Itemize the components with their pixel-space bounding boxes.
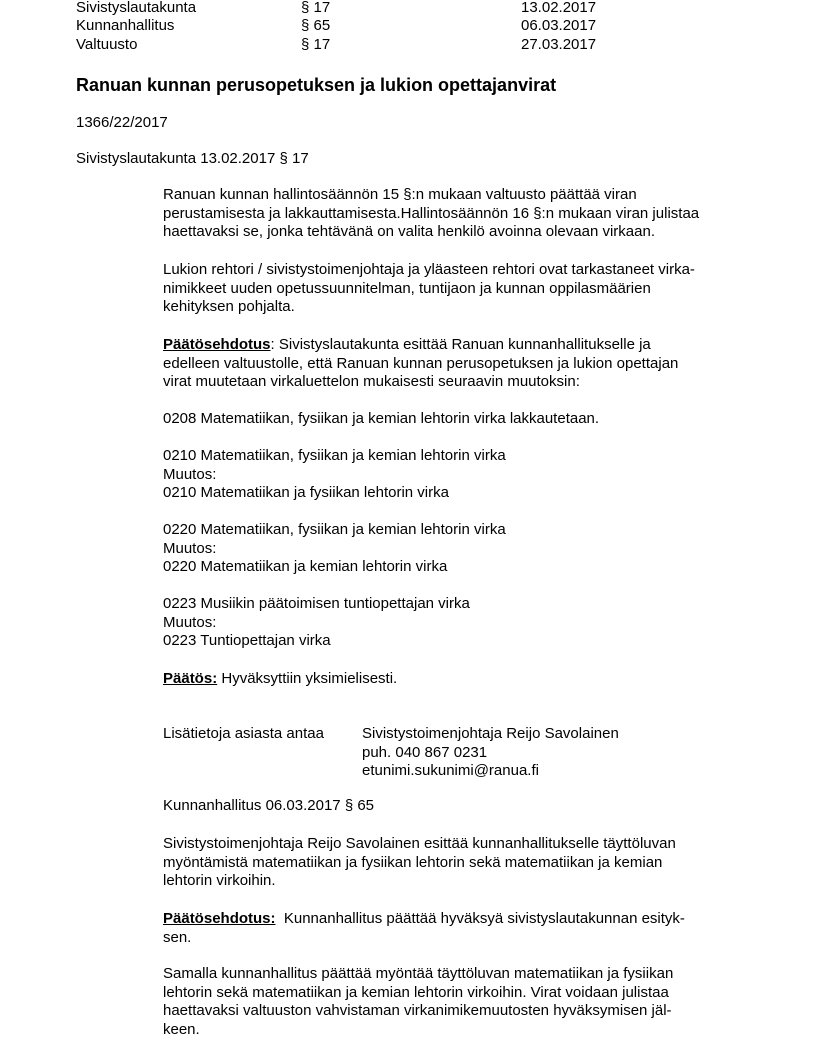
text-line: Ranuan kunnan hallintosäännön 15 §:n mukaan valtuusto päättää viran (163, 186, 637, 203)
text-line: myöntämistä matematiikan ja fysiikan lehtorin sekä matematiikan ja kemian (163, 853, 663, 871)
board-meeting-heading: Sivistyslautakunta 13.02.2017 § 17 (76, 150, 309, 167)
document-number: 1366/22/2017 (76, 114, 168, 131)
decision-label: Päätös: (163, 670, 218, 687)
change-0210 (163, 447, 763, 503)
contact-name: Sivistystoimenjohtaja Reijo Savolainen (362, 725, 619, 742)
text-line: Muutos: (163, 613, 217, 631)
change-0220 (163, 521, 763, 577)
text-line: haettavaksi valtuuston vahvistaman virkanimikemuutosten hyväksymisen jäl- (163, 1002, 672, 1019)
meeting-body: Sivistyslautakunta (76, 0, 197, 16)
paragraph-review (163, 261, 763, 317)
meeting-section: § 17 (301, 0, 331, 16)
proposal-text: Kunnanhallitus päättää hyväksyä sivistyslautakunnan esityk- (275, 910, 685, 927)
proposal-council (163, 910, 763, 947)
meeting-date: 06.03.2017 (521, 17, 597, 34)
text-line: kehityksen pohjalta. (163, 298, 295, 315)
text-line: nimikkeet uuden opetussuunnitelman, tuntijaon ja kunnan oppilasmäärien (163, 279, 651, 297)
decision (163, 670, 763, 689)
council-meeting-heading: Kunnanhallitus 06.03.2017 § 65 (163, 797, 375, 814)
text-line (163, 910, 763, 929)
proposal-text: : Sivistyslautakunta esittää Ranuan kunnanhallitukselle ja (270, 336, 651, 353)
text-line: 0223 Tuntiopettajan virka (163, 632, 331, 649)
meeting-date: 27.03.2017 (521, 36, 597, 53)
text-line (163, 670, 763, 689)
text-line: perustamisesta ja lakkauttamisesta.Hallintosäännön 16 §:n mukaan viran julistaa (163, 204, 700, 222)
contact-email: etunimi.sukunimi@ranua.fi (362, 762, 539, 779)
proposal-label: Päätösehdotus (163, 336, 271, 353)
text-line: 0223 Musiikin päätoimisen tuntiopettajan virka (163, 595, 470, 612)
text-line: sen. (163, 928, 192, 946)
text-line: edelleen valtuustolle, että Ranuan kunnan perusopetuksen ja lukion opettajan (163, 354, 679, 372)
paragraph-final (163, 965, 763, 1039)
text-line: Sivistystoimenjohtaja Reijo Savolainen esittää kunnanhallitukselle täyttöluvan (163, 835, 676, 852)
meeting-body: Valtuusto (76, 36, 138, 53)
meeting-body: Kunnanhallitus (76, 17, 175, 34)
text-line: haettavaksi se, jonka tehtävänä on valita henkilö avoinna olevaan virkaan. (163, 223, 655, 240)
text-line: 0208 Matematiikan, fysiikan ja kemian lehtorin virka lakkautetaan. (163, 410, 600, 427)
text-line (163, 336, 763, 355)
text-line: lehtorin virkoihin. (163, 872, 276, 889)
text-line: virat muutetaan virkaluettelon mukaisesti seuraavin muutoksin: (163, 373, 580, 390)
text-line: 0210 Matematiikan ja fysiikan lehtorin virka (163, 484, 449, 501)
proposal-board (163, 336, 763, 392)
contact-label: Lisätietoja asiasta antaa (163, 725, 324, 742)
paragraph-regulations (163, 186, 763, 242)
paragraph-permit (163, 835, 763, 891)
text-line: Samalla kunnanhallitus päättää myöntää täyttöluvan matematiikan ja fysiikan (163, 965, 674, 982)
decision-text: Hyväksyttiin yksimielisesti. (217, 670, 398, 687)
text-line: lehtorin sekä matematiikan ja kemian lehtorin virkoihin. Virat voidaan julistaa (163, 983, 669, 1001)
change-0208 (163, 410, 763, 429)
text-line: Muutos: (163, 539, 217, 557)
proposal-label: Päätösehdotus: (163, 910, 276, 927)
contact-phone: puh. 040 867 0231 (362, 743, 488, 761)
text-line: 0220 Matematiikan ja kemian lehtorin virka (163, 558, 448, 575)
text-line: keen. (163, 1020, 200, 1038)
text-line: 0220 Matematiikan, fysiikan ja kemian lehtorin virka (163, 521, 506, 538)
meeting-section: § 17 (301, 36, 331, 53)
meeting-section: § 65 (301, 17, 331, 34)
text-line: Muutos: (163, 465, 217, 483)
text-line: Lukion rehtori / sivistystoimenjohtaja ja yläasteen rehtori ovat tarkastaneet virka- (163, 261, 695, 278)
document-title: Ranuan kunnan perusopetuksen ja lukion opettajanvirat (76, 75, 557, 95)
meeting-date: 13.02.2017 (521, 0, 597, 16)
text-line: 0210 Matematiikan, fysiikan ja kemian lehtorin virka (163, 447, 506, 464)
change-0223 (163, 595, 763, 651)
contact-details (362, 725, 619, 781)
